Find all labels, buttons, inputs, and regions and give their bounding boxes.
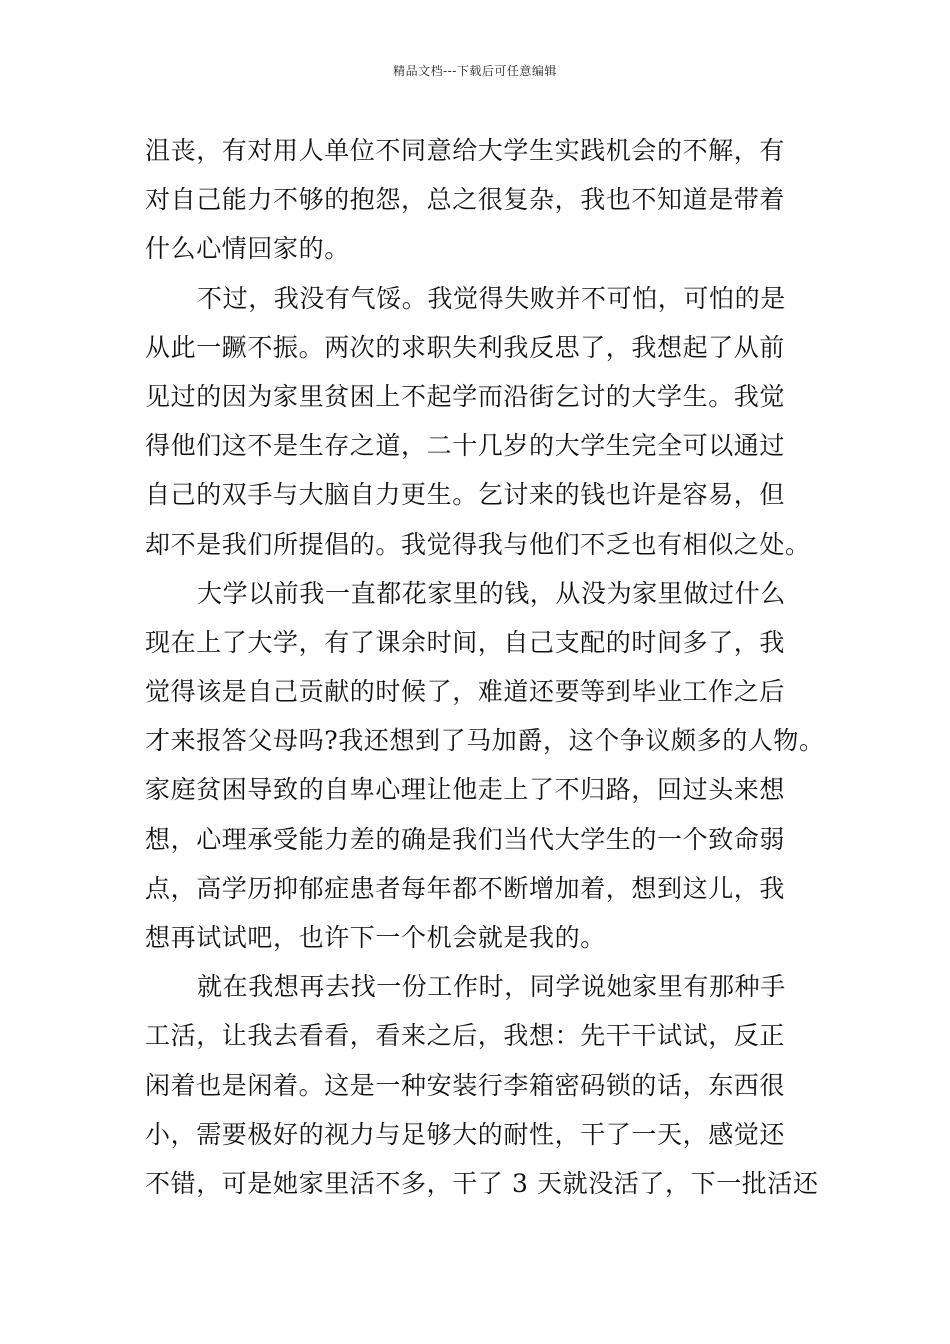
text-line: 见过的因为家里贫困上不起学而沿街乞讨的大学生。我觉 [145, 381, 786, 411]
text-line: 现在上了大学，有了课余时间，自己支配的时间多了，我 [145, 627, 786, 657]
text-line: 才来报答父母吗?我还想到了马加爵，这个争议颇多的人物。 [145, 726, 825, 756]
text-line: 自己的双手与大脑自力更生。乞讨来的钱也许是容易，但 [145, 480, 786, 510]
text-line: 却不是我们所提倡的。我觉得我与他们不乏也有相似之处。 [145, 529, 811, 559]
text-line: 家庭贫困导致的自卑心理让他走上了不归路，回过头来想 [145, 775, 786, 805]
text-line: 什么心情回家的。 [145, 234, 350, 264]
text-line: 闲着也是闲着。这是一种安装行李箱密码锁的话，东西很 [145, 1070, 786, 1100]
page-header: 精品文档---下载后可任意编辑 [393, 64, 557, 78]
text-line: 不错，可是她家里活不多，干了 3 天就没活了，下一批活还 [145, 1168, 819, 1198]
document-body [145, 126, 825, 1208]
text-line: 觉得该是自己贡献的时候了，难道还要等到毕业工作之后 [145, 677, 786, 707]
text-line: 想再试试吧，也许下一个机会就是我的。 [145, 923, 606, 952]
text-line: 从此一蹶不振。两次的求职失利我反思了，我想起了从前 [145, 332, 786, 362]
text-line: 不过，我没有气馁。我觉得失败并不可怕，可怕的是 [197, 283, 786, 313]
text-line: 对自己能力不够的抱怨，总之很复杂，我也不知道是带着 [145, 185, 786, 215]
text-line: 得他们这不是生存之道，二十几岁的大学生完全可以通过 [145, 431, 786, 461]
text-line: 大学以前我一直都花家里的钱，从没为家里做过什么 [197, 578, 786, 608]
text-line: 就在我想再去找一份工作时，同学说她家里有那种手 [197, 972, 786, 1002]
text-line: 小，需要极好的视力与足够大的耐性，干了一天，感觉还 [145, 1119, 786, 1149]
text-line: 沮丧，有对用人单位不同意给大学生实践机会的不解，有 [145, 136, 786, 165]
text-line: 想，心理承受能力差的确是我们当代大学生的一个致命弱 [145, 824, 786, 854]
text-line: 点，高学历抑郁症患者每年都不断增加着，想到这儿，我 [145, 873, 786, 903]
text-line: 工活，让我去看看，看来之后，我想：先干干试试，反正 [145, 1021, 786, 1051]
